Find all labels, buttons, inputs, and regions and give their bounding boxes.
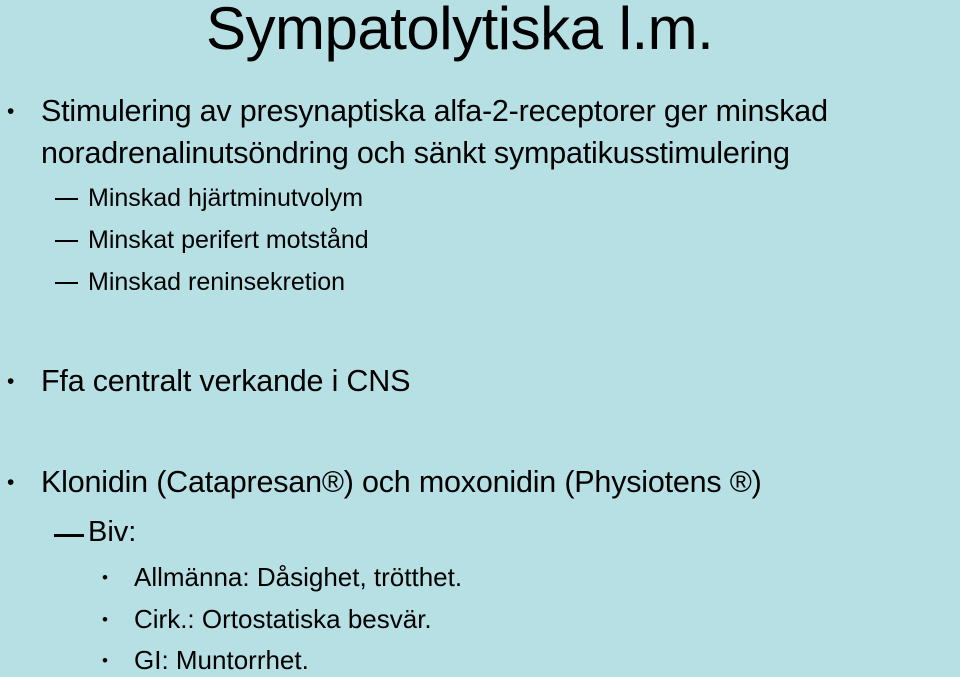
section1-line1: Stimulering av presynaptiska alfa-2-receptorer ger minskad (41, 94, 828, 128)
sub-bullet-3: • (102, 651, 108, 670)
side-effect-2: Cirk.: Ortostatiska besvär. (134, 604, 432, 634)
biv-label: Biv: (88, 516, 137, 548)
registered-mark-2: ® (729, 466, 752, 499)
section1-line2: noradrenalinutsöndring och sänkt sympatikusstimulering (41, 136, 790, 170)
section2-text: Ffa centralt verkande i CNS (41, 364, 411, 398)
registered-mark-1: ® (321, 466, 344, 499)
section3-text-b: ) och moxonidin (Physiotens (343, 465, 730, 499)
dash-2 (55, 240, 78, 242)
section3-text-c: ) (751, 465, 762, 499)
dash-3 (55, 282, 78, 284)
side-effect-1: Allmänna: Dåsighet, trötthet. (134, 562, 463, 592)
subitem-2: Minskat perifert motstånd (88, 226, 369, 254)
dash-biv (54, 534, 84, 537)
section3-line (41, 461, 762, 504)
sub-bullet-1: • (102, 568, 108, 587)
bullet-2: • (7, 370, 15, 393)
section3-text-a: Klonidin (Catapresan (41, 465, 322, 499)
dash-1 (55, 198, 78, 200)
sub-bullet-2: • (102, 610, 108, 629)
subitem-3: Minskad reninsekretion (88, 268, 346, 296)
subitem-1: Minskad hjärtminutvolym (88, 184, 364, 212)
slide-title: Sympatolytiska l.m. (206, 0, 714, 62)
side-effect-3: GI: Muntorrhet. (134, 645, 309, 675)
bullet-1: • (7, 100, 15, 123)
bullet-3: • (7, 471, 15, 494)
